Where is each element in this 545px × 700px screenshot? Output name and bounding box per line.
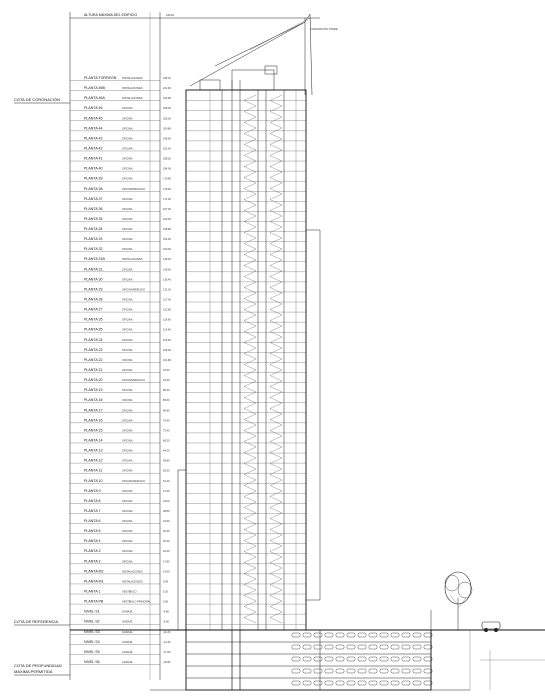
tower-outline <box>178 14 320 690</box>
car-icon <box>413 645 421 649</box>
floor-label: PLANTA TORREÓN <box>84 76 117 80</box>
side-label-coronacion: COTA DE CORONACIÓN <box>14 97 60 102</box>
floor-elevation: 205.00 <box>163 117 171 121</box>
floor-elevation: 235.10 <box>163 77 171 80</box>
floor-label: PLANTA 27 <box>84 307 103 312</box>
floor-use: OFICINA <box>122 489 133 493</box>
floor-elevation: 93.40 <box>163 379 170 383</box>
floor-label: PLANTA 23 <box>84 347 103 352</box>
floor-use: GARAJE <box>122 620 133 624</box>
floor-elevation: 221.90 <box>163 87 171 91</box>
car-icon <box>314 657 322 661</box>
top-value: 249.00 <box>166 14 174 17</box>
floor-rows <box>70 75 171 665</box>
floor-elevation: 68.20 <box>163 439 170 443</box>
basement-cars <box>292 633 432 685</box>
floor-label: PLANTA 31 <box>84 267 103 272</box>
floor-elevation: 22.00 <box>163 550 170 554</box>
car-icon <box>336 657 344 661</box>
car-icon <box>413 669 421 673</box>
floor-elevation: -8.00 <box>163 620 169 624</box>
car-icon <box>292 657 300 661</box>
floor-elevation: 139.60 <box>163 268 171 272</box>
floor-elevation: 175.60 <box>163 187 171 191</box>
floor-use: OFICINA <box>122 509 133 513</box>
ground-and-basement <box>70 610 545 690</box>
floor-elevation: 30.40 <box>163 530 170 534</box>
floor-use: OFICINA <box>122 459 133 463</box>
car-icon <box>358 669 366 673</box>
car-icon <box>325 633 333 637</box>
floor-label: PLANTA 42 <box>84 146 103 151</box>
car-icon <box>413 657 421 661</box>
car-icon <box>314 633 322 637</box>
floor-elevation: -4.80 <box>163 610 169 614</box>
car-icon <box>325 669 333 673</box>
floor-elevation: 80.80 <box>163 409 170 413</box>
floor-label: PLANTA 44 <box>84 126 103 131</box>
floor-label: PLANTA 14 <box>84 438 103 443</box>
floor-use: OFICINA <box>122 167 133 171</box>
floor-use: OFICINA <box>122 207 133 211</box>
car-icon <box>358 633 366 637</box>
floor-use: GARAJE <box>122 630 133 634</box>
car-icon <box>380 645 388 649</box>
floor-elevation: 179.80 <box>163 177 171 181</box>
floor-label: PLANTA 6 <box>84 519 101 524</box>
floor-label: PLANTA 22 <box>84 357 103 362</box>
car-icon <box>336 681 344 685</box>
floor-use: OFICINA <box>122 308 133 312</box>
floor-use: OFICINA <box>122 389 133 393</box>
floor-elevation: 213.80 <box>163 97 171 101</box>
floor-elevation: 122.80 <box>163 308 171 312</box>
floor-elevation: 64.00 <box>163 449 170 453</box>
floor-label: PLANTA 31B <box>84 257 105 262</box>
floor-elevation: 167.20 <box>163 207 171 211</box>
car-icon <box>380 657 388 661</box>
side-labels <box>14 97 70 675</box>
side-label-profundidad-2: MÁXIMA PERMITIDA <box>14 669 53 674</box>
floor-elevation: 55.60 <box>163 469 170 473</box>
floor-elevation: 106.00 <box>163 348 171 352</box>
tree-icon <box>445 572 472 630</box>
floor-label: PLANTA 34 <box>84 227 103 232</box>
floor-label: PLANTA 9 <box>84 488 101 493</box>
car-icon <box>369 633 377 637</box>
car-icon <box>347 657 355 661</box>
floor-use: OFICINA <box>122 439 133 443</box>
floor-elevation: 127.00 <box>163 298 171 302</box>
floor-elevation: -20.80 <box>163 661 171 664</box>
floor-use: OFICINA <box>122 520 133 524</box>
floor-elevation: 0.00 <box>163 600 169 604</box>
floor-use: OFICINA <box>122 117 133 121</box>
car-icon <box>369 681 377 685</box>
floor-label: PLANTA 46 <box>84 106 103 111</box>
floor-elevation: 47.20 <box>163 489 170 493</box>
floor-use: OFICINA <box>122 137 133 141</box>
floor-label: PLANTA 43 <box>84 136 103 141</box>
floor-label: PLANTA 45 <box>84 116 103 121</box>
floor-label: PLANTA 36 <box>84 206 103 211</box>
floor-use: OFICINA <box>122 107 133 111</box>
floor-elevation: 51.40 <box>163 479 170 483</box>
floor-label: PLANTA 46B <box>84 86 105 91</box>
floor-label: PLANTA 40 <box>84 166 103 171</box>
floor-use: OFICINA <box>122 157 133 161</box>
floor-label: PLANTA 29 <box>84 287 103 292</box>
floor-use: GARAJE <box>122 661 133 664</box>
car-icon <box>391 645 399 649</box>
floor-elevation: 196.60 <box>163 137 171 141</box>
car-icon <box>402 657 410 661</box>
floor-elevation: 209.20 <box>163 107 171 111</box>
floor-label: PLANTA 46A <box>84 96 105 101</box>
floor-label: PLANTA 41 <box>84 156 103 161</box>
floor-use: OFICINA <box>122 228 133 232</box>
floor-label: PLANTA 20 <box>84 378 103 383</box>
car-icon <box>391 657 399 661</box>
floor-label: NIVEL S6 <box>84 660 100 664</box>
car-icon <box>358 657 366 661</box>
car-icon <box>347 669 355 673</box>
floor-elevation: 9.40 <box>163 580 169 584</box>
car-icon <box>303 669 311 673</box>
car-icon <box>303 633 311 637</box>
floor-elevation: 188.20 <box>163 157 171 161</box>
floor-elevation: 154.60 <box>163 238 171 242</box>
floor-use: OFICINA <box>122 238 133 242</box>
floor-label: PLANTA 3 <box>84 549 101 554</box>
floor-use: OFICINA <box>122 449 133 453</box>
floor-use: OFICINA <box>122 560 133 564</box>
car-icon <box>391 669 399 673</box>
car-icon <box>336 645 344 649</box>
floor-label: PLANTA 38 <box>84 186 103 191</box>
car-icon <box>336 669 344 673</box>
floor-elevation: 97.60 <box>163 369 170 372</box>
floor-label: PLANTA 21 <box>84 368 103 372</box>
floor-use: OFICINA <box>122 540 133 544</box>
floor-elevation: 34.60 <box>163 520 170 524</box>
floor-use: INSTALACIONES <box>122 87 143 91</box>
top-label: ALTURA MÁXIMA DEL EDIFICIO <box>84 13 138 17</box>
floor-elevation: -17.60 <box>163 650 171 654</box>
floor-label: PLANTA 18 <box>84 398 103 403</box>
floor-use: VESTÍBULO <box>122 590 137 594</box>
top-height-annotation <box>70 13 338 31</box>
floor-label: PLANTA 11 <box>84 468 103 473</box>
floor-use: INSTALACIONES <box>122 97 143 101</box>
floor-label: PLANTA 2 <box>84 559 101 564</box>
floor-label: PLANTA 37 <box>84 196 103 201</box>
floor-elevation: 101.80 <box>163 358 171 362</box>
car-icon <box>292 645 300 649</box>
floor-use: OFICINA <box>122 197 133 201</box>
floor-use: OFICINA <box>122 419 133 423</box>
side-label-referencia: COTA DE REFERENCIA <box>14 619 59 624</box>
floor-elevation: 114.40 <box>163 328 171 332</box>
car-icon <box>413 633 421 637</box>
floor-label: PLANTA 8 <box>84 498 101 503</box>
floor-label: NIVEL S3 <box>84 629 100 634</box>
floor-label: PLANTA M2 <box>84 569 104 574</box>
floor-label: PLANTA 33 <box>84 237 103 242</box>
floor-label: PLANTA 7 <box>84 508 101 513</box>
car-icon <box>369 669 377 673</box>
car-icon <box>347 681 355 685</box>
floor-use: OFICINA <box>122 369 133 372</box>
floor-use: INSTALACIONES <box>122 570 143 574</box>
floor-elevation: 59.80 <box>163 459 170 463</box>
car-icon <box>413 681 421 685</box>
floor-label: PLANTA 12 <box>84 458 103 463</box>
car-icon <box>314 681 322 685</box>
floor-use: OFICINA/REFUGIO <box>122 187 146 191</box>
floor-label: PLANTA M1 <box>84 579 104 584</box>
floor-use: OFICINA <box>122 268 133 272</box>
floor-elevation: 110.20 <box>163 338 171 342</box>
floor-use: GARAJE <box>122 640 133 644</box>
floor-use: OFICINA <box>122 348 133 352</box>
floor-elevation: 43.00 <box>163 499 170 503</box>
tower-slabs <box>186 101 306 625</box>
floor-label: PLANTA 39 <box>84 176 103 181</box>
car-icon <box>380 681 388 685</box>
floor-label: PLANTA 19 <box>84 388 103 393</box>
car-icon <box>325 657 333 661</box>
floor-use: INSTALACIONES <box>122 77 143 80</box>
car-icon <box>380 669 388 673</box>
car-icon <box>292 681 300 685</box>
car-icon <box>292 633 300 637</box>
car-icon <box>292 669 300 673</box>
floor-elevation: 150.40 <box>163 248 171 252</box>
floor-label: PLANTA 25 <box>84 327 103 332</box>
floor-elevation: 131.20 <box>163 288 171 292</box>
floor-elevation: 5.20 <box>163 590 169 594</box>
floor-elevation: 200.80 <box>163 127 171 131</box>
car-icon <box>369 645 377 649</box>
floor-use: OFICINA <box>122 217 133 221</box>
floor-use: OFICINA/REFUGIO <box>122 288 146 292</box>
floor-label: PLANTA 17 <box>84 408 103 413</box>
floor-label: NIVEL S2 <box>84 619 100 624</box>
floor-elevation: 85.00 <box>163 399 170 403</box>
floor-elevation: 118.60 <box>163 318 171 322</box>
car-icon <box>303 645 311 649</box>
floor-elevation: 76.60 <box>163 419 170 423</box>
car-icon <box>303 681 311 685</box>
floor-use: OFICINA <box>122 429 133 433</box>
floor-label: NIVEL S4 <box>84 639 100 644</box>
car-icon <box>336 633 344 637</box>
floor-use: OFICINA <box>122 499 133 503</box>
car-icon <box>380 633 388 637</box>
floor-use: VESTÍBULO PRINCIPAL <box>122 600 151 604</box>
floor-elevation: 158.80 <box>163 228 171 232</box>
floor-elevation: 72.40 <box>163 429 170 433</box>
floor-use: OFICINA <box>122 358 133 362</box>
floor-use: OFICINA <box>122 409 133 413</box>
floor-use: OFICINA <box>122 530 133 534</box>
car-icon <box>391 633 399 637</box>
street-car-icon <box>482 622 500 632</box>
floor-use: OFICINA <box>122 127 133 131</box>
floor-label: PLANTA PB <box>84 599 104 604</box>
car-icon <box>402 669 410 673</box>
car-icon <box>402 681 410 685</box>
floor-use: INSTALACIONES <box>122 258 143 262</box>
floor-label: PLANTA 4 <box>84 539 101 544</box>
floor-elevation: 163.00 <box>163 217 171 221</box>
floor-label: PLANTA 15 <box>84 428 103 433</box>
crane-label: CORONACIÓN TORRE <box>310 28 338 31</box>
floor-use: GARAJE <box>122 650 133 654</box>
floor-label: PLANTA 10 <box>84 478 103 483</box>
car-icon <box>402 633 410 637</box>
floor-elevation: 38.80 <box>163 509 170 513</box>
floor-use: GARAJE <box>122 610 133 614</box>
car-icon <box>402 645 410 649</box>
floor-label: PLANTA 26 <box>84 317 103 322</box>
floor-elevation: 146.20 <box>163 258 171 262</box>
floor-use: OFICINA <box>122 469 133 473</box>
floor-label: PLANTA 1 <box>84 589 101 594</box>
floor-elevation: 17.80 <box>163 560 170 564</box>
car-icon <box>358 681 366 685</box>
floor-elevation: 89.20 <box>163 389 170 393</box>
floor-elevation: 192.40 <box>163 147 171 151</box>
car-icon <box>358 645 366 649</box>
floor-use: OFICINA <box>122 328 133 332</box>
floor-use: OFICINA <box>122 399 133 403</box>
floor-elevation: 26.20 <box>163 540 170 544</box>
floor-elevation: 135.40 <box>163 278 171 282</box>
floor-elevation: -14.40 <box>163 640 171 644</box>
car-icon <box>347 633 355 637</box>
floor-label: NIVEL S1 <box>84 609 100 614</box>
car-icon <box>325 681 333 685</box>
floor-use: OFICINA <box>122 278 133 282</box>
floor-elevation: 171.40 <box>163 197 171 201</box>
floor-elevation: 184.00 <box>163 167 171 171</box>
floor-label: PLANTA 16 <box>84 418 103 423</box>
car-icon <box>303 657 311 661</box>
floor-label: PLANTA 5 <box>84 529 101 534</box>
car-icon <box>347 645 355 649</box>
floor-use: OFICINA <box>122 298 133 302</box>
floor-use: OFICINA <box>122 318 133 322</box>
floor-label: PLANTA 24 <box>84 337 103 342</box>
floor-use: OFICINA <box>122 147 133 151</box>
floor-elevation: -11.20 <box>163 630 171 634</box>
car-icon <box>314 645 322 649</box>
floor-label: PLANTA 32 <box>84 247 103 252</box>
side-label-profundidad: COTA DE PROFUNDIDAD <box>14 663 62 668</box>
floor-label: NIVEL S5 <box>84 649 100 654</box>
car-icon <box>325 645 333 649</box>
floor-label: PLANTA 30 <box>84 277 103 282</box>
car-icon <box>369 657 377 661</box>
car-icon <box>314 669 322 673</box>
floor-use: OFICINA/REFUGIO <box>122 479 146 483</box>
floor-use: INSTALACIONES <box>122 580 143 584</box>
floor-label: PLANTA 13 <box>84 448 103 453</box>
floor-use: OFICINA <box>122 248 133 252</box>
floor-label: PLANTA 35 <box>84 216 103 221</box>
car-icon <box>391 681 399 685</box>
floor-use: OFICINA <box>122 550 133 554</box>
floor-use: OFICINA <box>122 338 133 342</box>
floor-use: OFICINA <box>122 177 133 181</box>
floor-elevation: 13.60 <box>163 570 170 574</box>
floor-use: OFICINA/REFUGIO <box>122 379 146 383</box>
floor-label: PLANTA 28 <box>84 297 103 302</box>
